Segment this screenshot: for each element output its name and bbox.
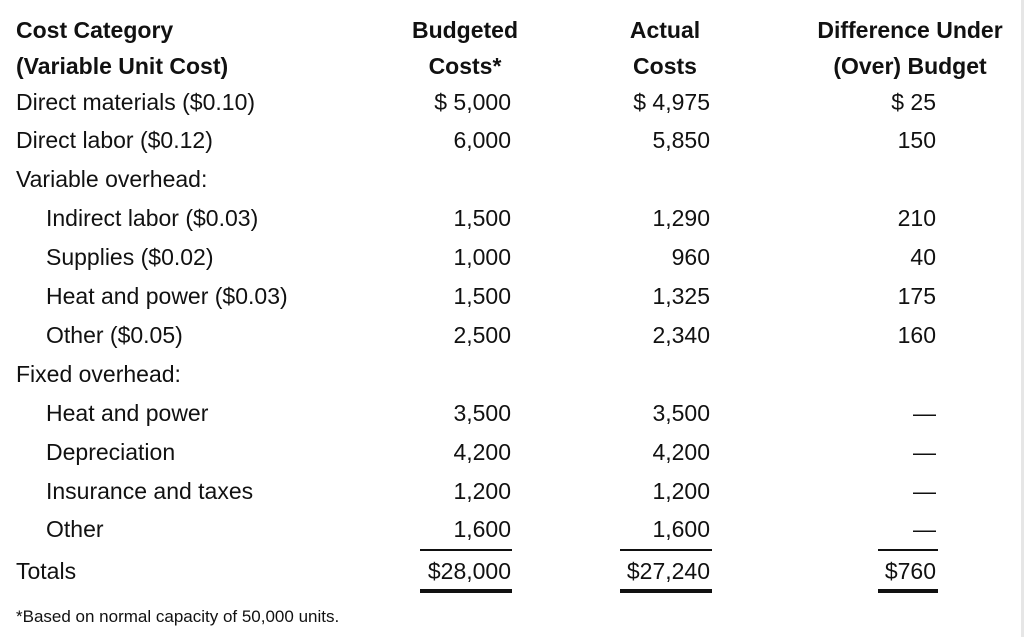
table-row (0, 238, 1024, 276)
totals-difference: $760 (884, 558, 936, 584)
row-difference: — (913, 478, 936, 504)
table-row (0, 277, 1024, 315)
row-budgeted: 1,000 (453, 244, 511, 270)
row-label: Other (46, 516, 104, 542)
row-actual: $ 4,975 (633, 89, 710, 115)
header-cost-category (16, 12, 228, 84)
row-label: Variable overhead: (16, 166, 208, 192)
row-budgeted: 1,600 (453, 516, 511, 542)
row-label: Direct labor ($0.12) (16, 127, 213, 153)
subtotal-rule-actual (620, 549, 712, 551)
row-label: Depreciation (46, 439, 176, 465)
row-difference: — (913, 516, 936, 542)
row-budgeted: 1,200 (453, 478, 511, 504)
header-budgeted-line1: Budgeted (411, 17, 519, 43)
row-label: Direct materials ($0.10) (16, 89, 256, 115)
row-label: Other ($0.05) (46, 322, 183, 348)
row-budgeted: 1,500 (453, 205, 511, 231)
header-actual-costs (590, 12, 740, 84)
row-label: Supplies ($0.02) (46, 244, 214, 270)
header-category-line1: Cost Category (16, 17, 174, 43)
row-actual: 1,600 (652, 516, 710, 542)
table-row (0, 433, 1024, 471)
subtotal-rule-difference (878, 549, 938, 551)
row-label: Heat and power ($0.03) (46, 283, 288, 309)
row-actual: 1,325 (652, 283, 710, 309)
row-difference: 150 (897, 127, 936, 153)
header-actual-line1: Actual (629, 17, 701, 43)
row-difference: 175 (897, 283, 936, 309)
header-difference (790, 12, 1024, 84)
header-difference-line2: (Over) Budget (833, 53, 987, 79)
table-row (0, 83, 1024, 121)
header-difference-line1: Difference Under (817, 17, 1003, 43)
totals-actual: $27,240 (626, 558, 710, 584)
header-category-line2: (Variable Unit Cost) (16, 53, 229, 79)
row-difference: $ 25 (891, 89, 936, 115)
table-row-section (0, 160, 1024, 198)
totals-label: Totals (16, 558, 77, 584)
row-label: Insurance and taxes (46, 478, 254, 504)
footnote: *Based on normal capacity of 50,000 units. (16, 607, 340, 626)
totals-row (0, 552, 1024, 590)
row-actual: 1,200 (652, 478, 710, 504)
header-budgeted-costs (390, 12, 540, 84)
row-difference: — (913, 439, 936, 465)
row-label: Heat and power (46, 400, 209, 426)
row-budgeted: 2,500 (453, 322, 511, 348)
row-difference: 210 (897, 205, 936, 231)
table-row (0, 199, 1024, 237)
table-row (0, 472, 1024, 510)
row-actual: 5,850 (652, 127, 710, 153)
row-budgeted: 3,500 (453, 400, 511, 426)
row-budgeted: 1,500 (453, 283, 511, 309)
row-difference: — (913, 400, 936, 426)
table-row (0, 121, 1024, 159)
total-double-rule-budgeted (420, 589, 512, 593)
row-difference: 40 (910, 244, 936, 270)
header-actual-line2: Costs (633, 53, 697, 79)
table-row (0, 394, 1024, 432)
totals-budgeted: $28,000 (427, 558, 511, 584)
row-actual: 2,340 (652, 322, 710, 348)
row-budgeted: 4,200 (453, 439, 511, 465)
row-label: Fixed overhead: (16, 361, 181, 387)
header-budgeted-line2: Costs* (428, 53, 502, 79)
row-label: Indirect labor ($0.03) (46, 205, 259, 231)
row-difference: 160 (897, 322, 936, 348)
total-double-rule-actual (620, 589, 712, 593)
row-actual: 1,290 (652, 205, 710, 231)
row-actual: 3,500 (652, 400, 710, 426)
table-row (0, 316, 1024, 354)
row-budgeted: $ 5,000 (434, 89, 511, 115)
table-row (0, 510, 1024, 548)
row-actual: 4,200 (652, 439, 710, 465)
total-double-rule-difference (878, 589, 938, 593)
row-budgeted: 6,000 (453, 127, 511, 153)
subtotal-rule-budgeted (420, 549, 512, 551)
table-row-section (0, 355, 1024, 393)
row-actual: 960 (671, 244, 710, 270)
